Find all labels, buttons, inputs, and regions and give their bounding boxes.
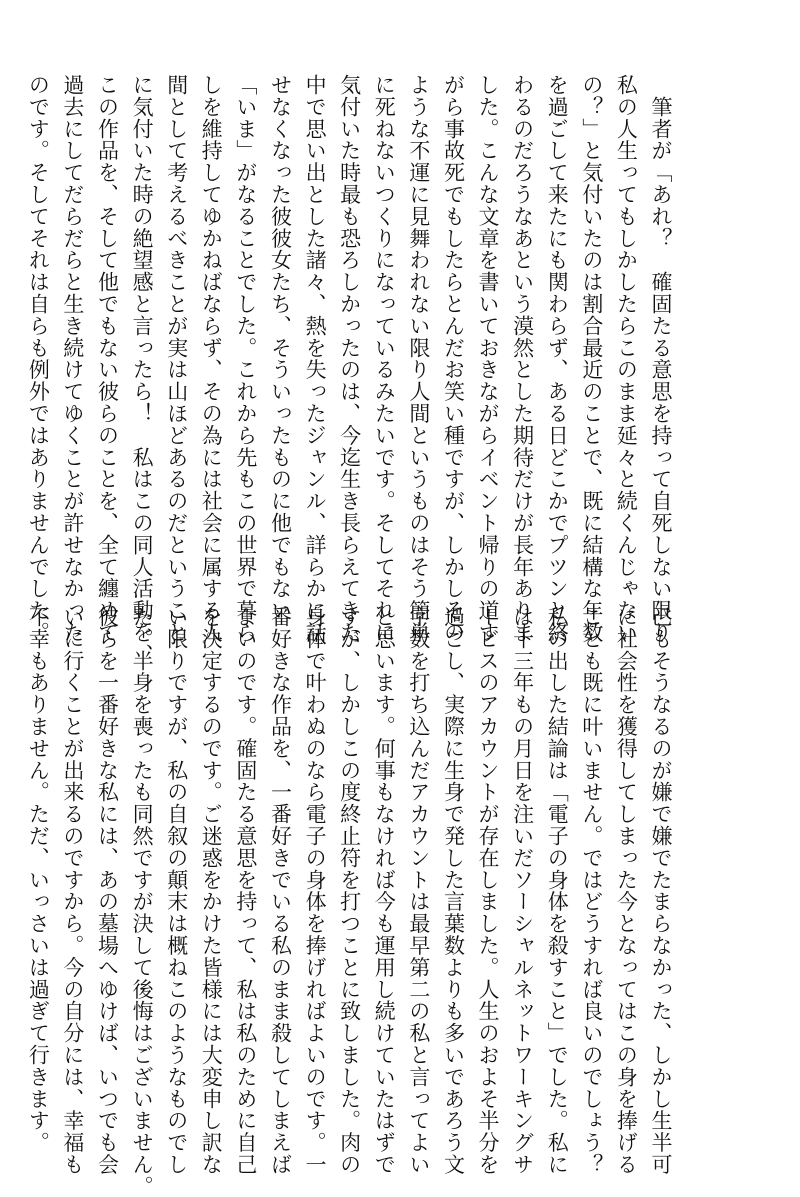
text-line: 気付いた時最も恐ろしかったのは、今迄生き長らえてきた <box>337 74 362 644</box>
text-line: を過ごして来たにも関わらず、ある日どこかでプツンと終 <box>545 74 570 644</box>
text-line: 「いま」がなることでした。これから先もこの世界で暮ら <box>233 74 258 644</box>
text-column-block-bottom <box>26 606 678 1197</box>
text-line: ことも既に叶いません。ではどうすれば良いのでしょう？ <box>579 606 604 1176</box>
text-line: 身体で叶わぬのなら電子の身体を捧げればよいのです。一 <box>303 606 328 1176</box>
text-line: 過去にしてだらだらと生き続けてゆくことが許せなかった <box>60 74 85 644</box>
text-line: の？」と気付いたのは割合最近のことで、既に結構な年数 <box>579 74 604 644</box>
text-line: に死ねないつくりになっているみたいです。そしてそれに <box>372 74 397 644</box>
text-line: に気付いた時の絶望感と言ったら！ 私はこの同人活動を、 <box>130 74 155 666</box>
text-line: いに行くことが出来るのですから。今の自分には、幸福も <box>60 606 85 1176</box>
text-line: ような不運に見舞われない限り人間というものはそう簡単 <box>406 74 431 644</box>
text-line: は十三年もの月日を注いだソーシャルネットワーキングサ <box>510 606 535 1176</box>
text-line: がら事故死でもしたらとんだお笑い種ですが、しかしその <box>441 74 466 644</box>
text-line: 中で思い出とした諸々、熱を失ったジャンル、詳らかに話 <box>303 74 328 644</box>
text-line: 私の人生ってもしかしたらこのまま延々と続くんじゃない <box>614 74 639 644</box>
text-line: わるのだろうなあという漠然とした期待だけが長年ありま <box>510 74 535 644</box>
text-line: 己もそうなるのが嫌で嫌でたまらなかった、しかし生半可 <box>649 606 673 1176</box>
text-line: ービスのアカウントが存在しました。人生のおよそ半分を <box>476 606 501 1176</box>
text-line: 筆者が「あれ？ 確固たる意思を持って自死しない限り <box>649 74 673 644</box>
text-line: せなくなった彼彼女たち、そういったものに他でもない <box>268 74 293 622</box>
text-line: 過ごし、実際に生身で発した言葉数よりも多いであろう文 <box>441 606 466 1176</box>
text-line: に社会性を獲得してしまった今となってはこの身を捧げる <box>614 606 639 1176</box>
text-line: この作品を、そして他でもない彼らのことを、全て纏めて <box>95 74 120 644</box>
text-line: 私の出した結論は「電子の身体を殺すこと」でした。私に <box>545 606 570 1176</box>
text-line: 字数を打ち込んだアカウントは最早第二の私と言ってよい <box>406 606 431 1176</box>
text-line: 彼らを一番好きな私には、あの墓場へゆけば、いつでも会 <box>95 606 120 1176</box>
text-line: のです。そしてそれは自らも例外ではありませんでした。 <box>26 74 51 644</box>
text-line: した。こんな文章を書いておきながらイベント帰りの道す <box>476 74 501 644</box>
text-line: た。半身を喪ったも同然ですが決して後悔はございません。 <box>130 606 155 1197</box>
text-line: と思います。何事もなければ今も運用し続けていたはずで <box>372 606 397 1176</box>
text-line: 間として考えるべきことが実は山ほどあるのだということ <box>164 74 189 644</box>
text-line: い限りですが、私の自叙の顛末は概ねこのようなものでし <box>164 606 189 1176</box>
text-line: よいのです。確固たる意思を持って、私は私のために自己 <box>233 606 258 1176</box>
text-line: しを維持してゆかねばならず、その為には社会に属する人 <box>199 74 224 644</box>
text-line: すが、しかしこの度終止符を打つことに致しました。肉の <box>337 606 362 1176</box>
text-column-block-top <box>26 74 678 666</box>
text-line: を決定するのです。ご迷惑をかけた皆様には大変申し訳な <box>199 606 224 1176</box>
text-line: 番好きな作品を、一番好きでいる私のまま殺してしまえば <box>268 606 293 1176</box>
text-line: 不幸もありません。ただ、いっさいは過ぎて行きます。 <box>26 606 51 1154</box>
